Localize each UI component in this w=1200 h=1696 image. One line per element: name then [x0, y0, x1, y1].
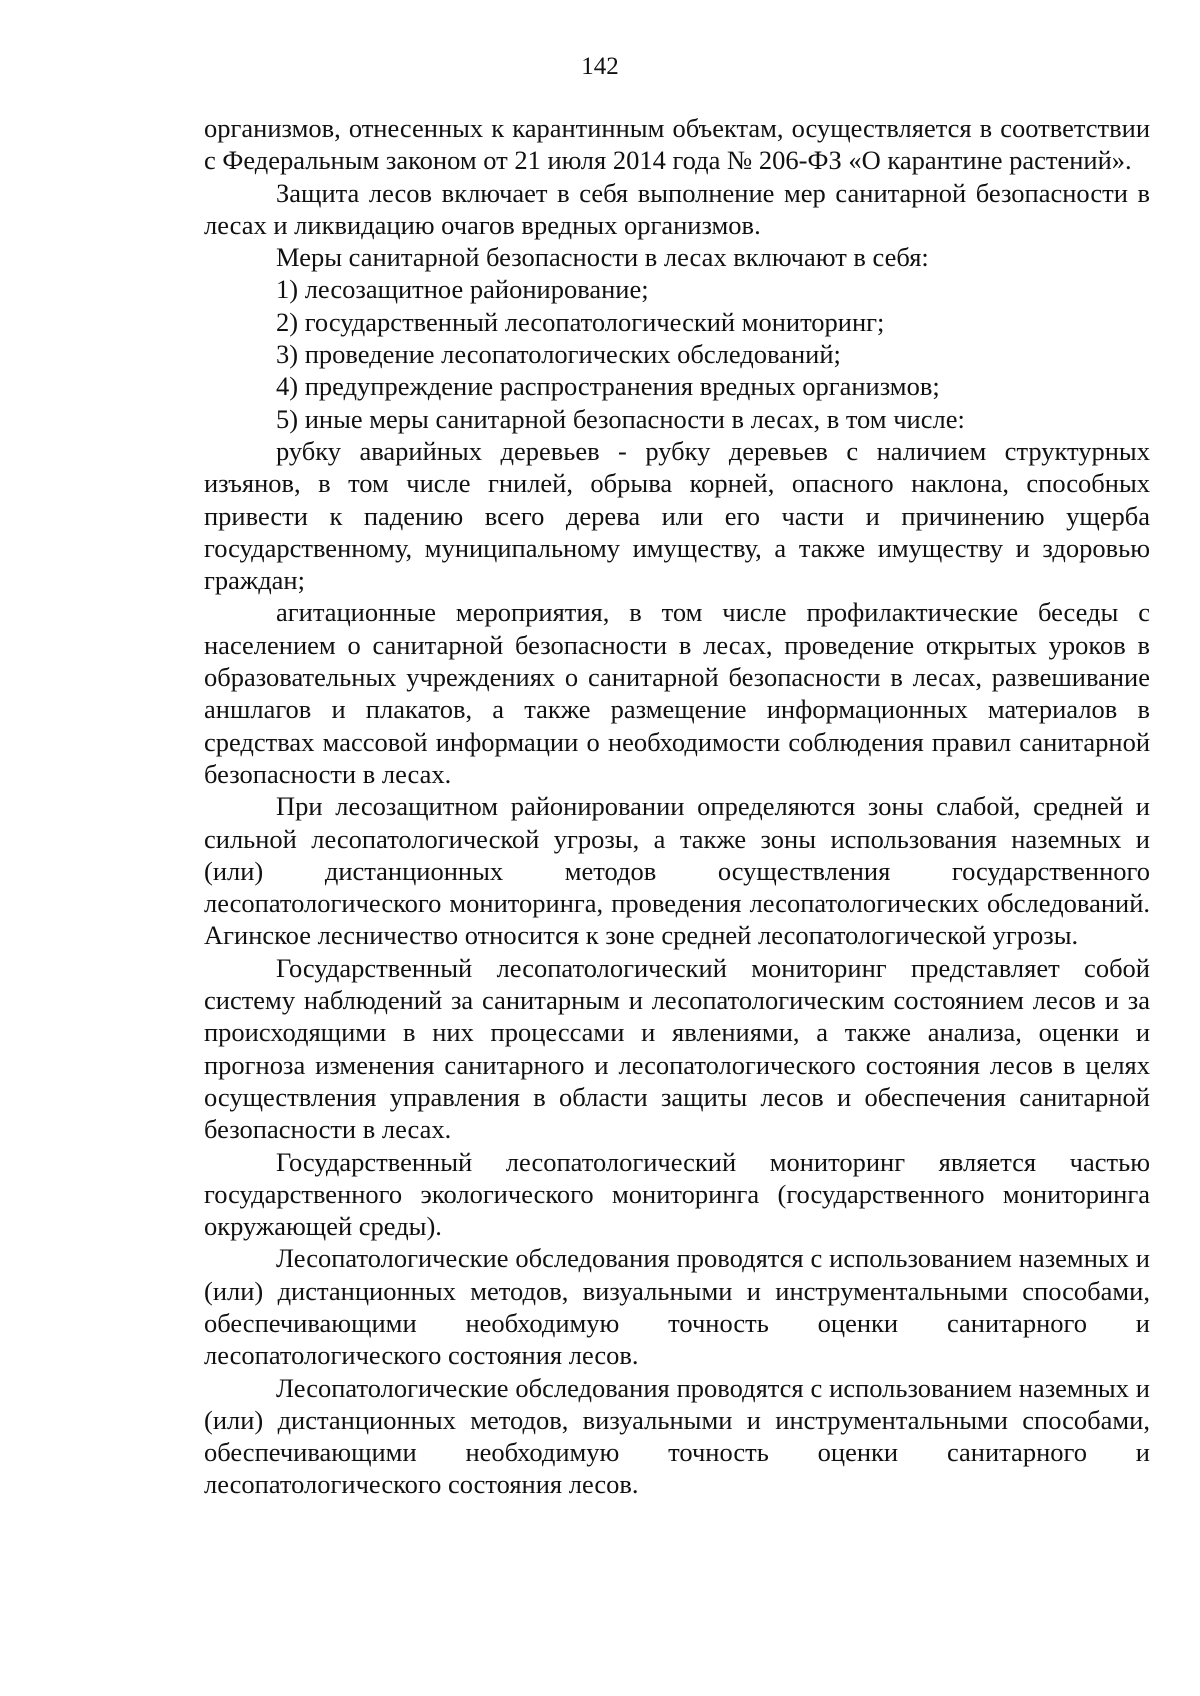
list-item-5: 5) иные меры санитарной безопасности в лесах, в том числе:: [276, 403, 965, 434]
paragraph-surveys-repeat: Лесопатологические обследования проводятся с использованием наземных и (или) дистанционных методов, визуальными и инструментальными способами, обеспечивающими необходимую точность оценки санитарного и лесопатологического состояния лесов.: [204, 1372, 1150, 1500]
paragraph-zoning: При лесозащитном районировании определяются зоны слабой, средней и сильной лесопатологической угрозы, а также зоны использования наземных и (или) дистанционных методов осуществления государственного лесопатологического мониторинга, проведения лесопатологических обследований. Агинское лесничество относится к зоне средней лесопатологической угрозы.: [204, 791, 1150, 951]
paragraph-quarantine-law: организмов, отнесенных к карантинным объектам, осуществляется в соответствии с Федеральным законом от 21 июля 2014 года № 206-ФЗ «О карантине растений».: [204, 113, 1150, 176]
paragraph-sanitary-measures-intro: Меры санитарной безопасности в лесах включают в себя:: [276, 242, 929, 273]
paragraph-surveys: Лесопатологические обследования проводятся с использованием наземных и (или) дистанционных методов, визуальными и инструментальными способами, обеспечивающими необходимую точность оценки санитарного и лесопатологического состояния лесов.: [204, 1243, 1150, 1371]
paragraph-monitoring-definition: Государственный лесопатологический мониторинг представляет собой систему наблюдений за санитарным и лесопатологическим состоянием лесов и за происходящими в них процессами и явлениями, а также анализа, оценки и прогноза изменения санитарного и лесопатологического состояния лесов в целях осуществления управления в области защиты лесов и обеспечения санитарной безопасности в лесах.: [204, 952, 1150, 1145]
paragraph-campaign-activities: агитационные мероприятия, в том числе профилактические беседы с населением о санитарной безопасности в лесах, проведение открытых уроков в образовательных учреждениях о санитарной безопасности в лесах, развешивание аншлагов и плакатов, а также размещение информационных материалов в средствах массовой информации о необходимости соблюдения правил санитарной безопасности в лесах.: [204, 597, 1150, 789]
paragraph-monitoring-part: Государственный лесопатологический мониторинг является частью государственного экологического мониторинга (государственного мониторинга окружающей среды).: [204, 1146, 1150, 1242]
list-item-4: 4) предупреждение распространения вредных организмов;: [276, 371, 940, 402]
document-body: [204, 112, 1150, 1501]
list-item-3: 3) проведение лесопатологических обследований;: [276, 339, 841, 370]
page-number: 142: [581, 53, 619, 80]
paragraph-emergency-felling: рубку аварийных деревьев - рубку деревьев с наличием структурных изъянов, в том числе гнилей, обрыва корней, опасного наклона, способных привести к падению всего дерева или его части и причинению ущерба государственному, муниципальному имуществу, а также имуществу и здоровью граждан;: [204, 435, 1150, 596]
list-item-2: 2) государственный лесопатологический мониторинг;: [276, 306, 885, 337]
list-item-1: 1) лесозащитное районирование;: [276, 274, 649, 305]
paragraph-forest-protection: Защита лесов включает в себя выполнение мер санитарной безопасности в лесах и ликвидацию очагов вредных организмов.: [204, 177, 1150, 240]
